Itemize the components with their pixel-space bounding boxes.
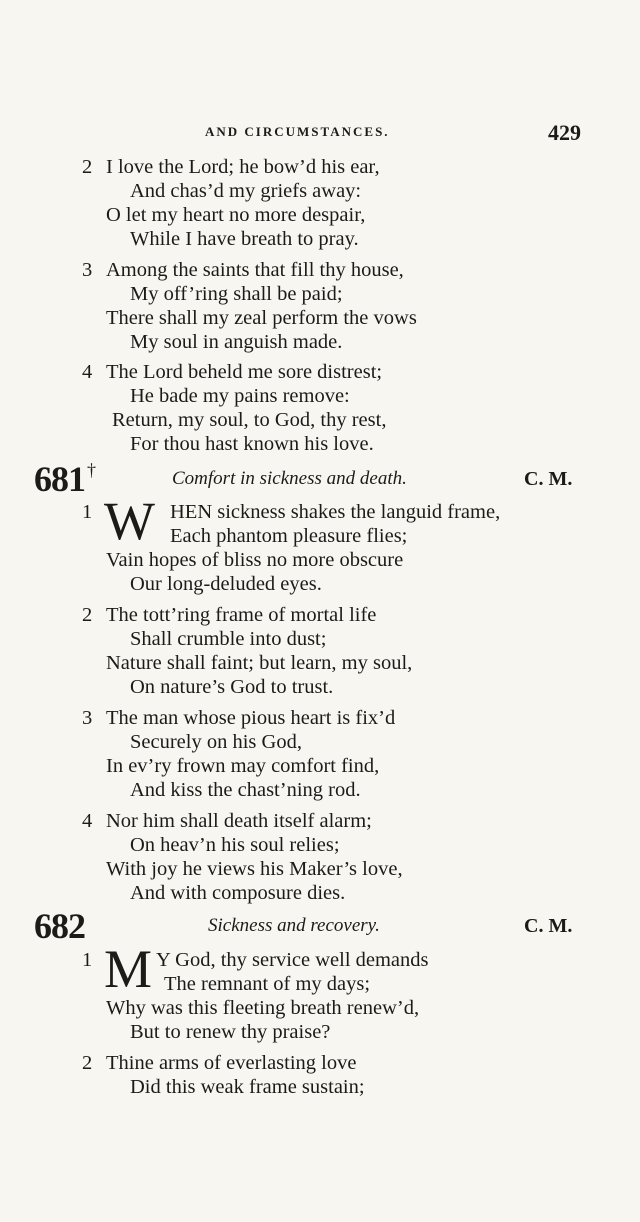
drop-cap: W	[104, 491, 155, 551]
hymn-meter: C. M.	[524, 915, 573, 937]
verse-line: The man whose pious heart is fix’d	[106, 707, 396, 729]
verse-line: In ev’ry frown may comfort find,	[106, 755, 380, 777]
stanza-number: 2	[82, 156, 93, 178]
dagger-mark: †	[87, 460, 95, 480]
page-header	[0, 120, 640, 150]
stanza-number: 4	[82, 361, 93, 383]
hymn-number	[34, 461, 95, 497]
verse-line: For thou hast known his love.	[130, 433, 374, 455]
verse-line: Each phantom pleasure flies;	[170, 525, 408, 547]
verse-line: Vain hopes of bliss no more obscure	[106, 549, 404, 571]
verse-line: O let my heart no more despair,	[106, 204, 366, 226]
verse-line: And chas’d my griefs away:	[130, 180, 362, 202]
stanza-number: 3	[82, 259, 93, 281]
stanza-number: 1	[82, 501, 93, 523]
verse-line: And with composure dies.	[130, 882, 346, 904]
verse-line: The remnant of my days;	[164, 973, 371, 995]
verse-line: He bade my pains remove:	[130, 385, 350, 407]
verse-line: Return, my soul, to God, thy rest,	[112, 409, 387, 431]
verse-line: And kiss the chast’ning rod.	[130, 779, 361, 801]
verse-line: My soul in anguish made.	[130, 331, 343, 353]
hymn-title: Sickness and recovery.	[208, 915, 380, 936]
verse-line: Why was this fleeting breath renew’d,	[106, 997, 420, 1019]
verse-line: Securely on his God,	[130, 731, 302, 753]
verse-line: Nature shall faint; but learn, my soul,	[106, 652, 413, 674]
verse-line: With joy he views his Maker’s love,	[106, 858, 403, 880]
page-number: 429	[548, 120, 581, 145]
stanza-number: 1	[82, 949, 93, 971]
verse-line: The Lord beheld me sore distrest;	[106, 361, 383, 383]
verse-line: On heav’n his soul relies;	[130, 834, 340, 856]
verse-line: Nor him shall death itself alarm;	[106, 810, 372, 832]
stanza-number: 2	[82, 604, 93, 626]
running-head: AND CIRCUMSTANCES.	[205, 124, 390, 139]
stanza-number: 3	[82, 707, 93, 729]
verse-line: Y God, thy service well demands	[156, 949, 429, 971]
verse-line: HEN sickness shakes the languid frame,	[170, 501, 501, 523]
verse-line: But to renew thy praise?	[130, 1021, 331, 1043]
hymn-title: Comfort in sickness and death.	[172, 468, 407, 489]
verse-line: Our long-deluded eyes.	[130, 573, 322, 595]
verse-line: I love the Lord; he bow’d his ear,	[106, 156, 380, 178]
stanza-number: 4	[82, 810, 93, 832]
hymn-meter: C. M.	[524, 468, 573, 490]
hymn-number-value: 681	[34, 459, 85, 499]
verse-line: Among the saints that fill thy house,	[106, 259, 404, 281]
verse-line: On nature’s God to trust.	[130, 676, 334, 698]
verse-line: Did this weak frame sustain;	[130, 1076, 365, 1098]
verse-line: Thine arms of everlasting love	[106, 1052, 357, 1074]
verse-line: There shall my zeal perform the vows	[106, 307, 417, 329]
verse-line: The tott’ring frame of mortal life	[106, 604, 377, 626]
verse-line: My off’ring shall be paid;	[130, 283, 343, 305]
verse-line: While I have breath to pray.	[130, 228, 359, 250]
verse-line: Shall crumble into dust;	[130, 628, 327, 650]
stanza-number: 2	[82, 1052, 93, 1074]
hymn-number: 682	[34, 906, 85, 946]
drop-cap: M	[104, 939, 153, 999]
